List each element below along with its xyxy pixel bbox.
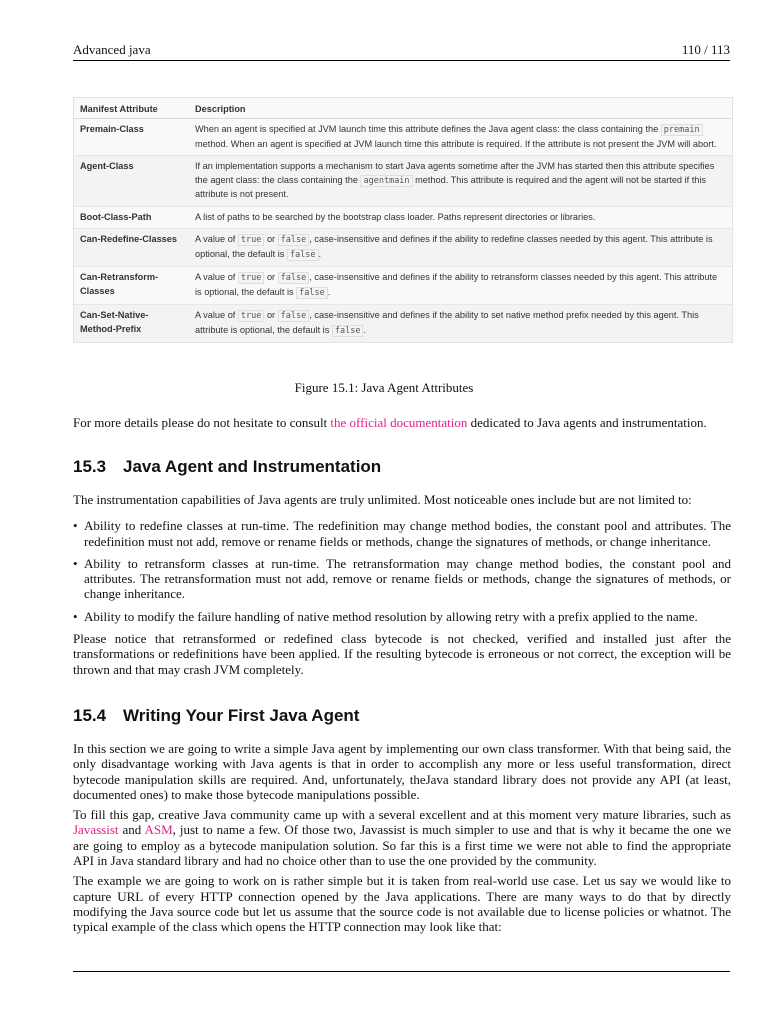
official-documentation-link[interactable]: the official documentation [330,415,468,430]
paragraph-text: To fill this gap, creative Java community came up with a several excellent and at this moment very mature libraries, such as [73,807,731,823]
section-title: Java Agent and Instrumentation [123,457,382,476]
description-text: A value of [195,310,238,320]
description-text: method. When an agent is specified at JVM launch time this attribute is required. If the attribute is not present the JVM will abort. [195,138,717,149]
table-row [74,206,732,229]
list-item: • Ability to redefine classes at run-time. The redefinition may change method bodies, the constant pool and attributes. The redefinition must not add, remove or rename fields or methods, change the signatures of methods, or change inheritance. [73,518,731,549]
asm-link[interactable]: ASM [144,822,173,838]
description-text: If an implementation supports a mechanism to start Java agents sometime after the JVM has started then this attribute specifies the agent class: the class containing the [195,161,715,185]
intro-text: For more details please do not hesitate to consult [73,415,331,430]
running-title: Advanced java [73,42,151,57]
description-text: . [318,248,322,259]
manifest-attributes-table [74,98,732,342]
inline-code: true [238,272,264,284]
description-text: method. This attribute is required and the agent will not be started if this attribute is not present. [195,174,707,199]
header-rule [73,60,730,61]
column-header: Manifest Attribute [74,98,189,119]
paragraph-text: and [118,822,145,838]
paragraph [73,807,731,868]
description-text: or [264,234,278,244]
description-text: , case-insensitive and defines if the ability to redefine classes needed by this agent. This attribute is optional, the default is [195,234,713,259]
paragraph: In this section we are going to write a simple Java agent by implementing our own class transformer. With that being said, the only disadvantage working with Java agents is that in order to accomplish any more or less useful transformation, direct bytecode manipulation skills are required. And, unfortunately, theJava standard library does not provide any API (at least, documented ones) to make those bytecode manipulations possible. [73,741,731,802]
capability-list [73,518,731,624]
section-title: Writing Your First Java Agent [123,706,360,725]
attribute-name: Can-Retransform-Classes [74,267,189,305]
attribute-description [189,305,732,343]
section-number: 15.4 [73,706,107,725]
section-heading [73,706,359,726]
table-body [74,119,732,343]
inline-code: false [278,234,310,246]
javassist-link[interactable]: Javassist [73,822,119,838]
description-text: A list of paths to be searched by the bootstrap class loader. Paths represent directories or libraries. [195,211,596,222]
table-row [74,267,732,305]
manifest-attributes-figure [73,97,733,343]
description-text: or [264,272,278,282]
page-header [73,42,730,60]
inline-code: false [287,249,319,261]
description-text: When an agent is specified at JVM launch time this attribute defines the Java agent class: the class containing the [195,124,661,134]
section-15-4-body [73,741,731,935]
list-item: • Ability to retransform classes at run-time. The retransformation may change method bodies, the constant pool and attributes. The retransformation must not add, remove or rename fields or methods, change the signatures of methods, or change inheritance. [73,556,731,602]
section-lead: The instrumentation capabilities of Java agents are truly unlimited. Most noticeable ones include but are not limited to: [73,492,692,507]
section-number: 15.3 [73,457,107,476]
table-row [74,229,732,267]
inline-code: agentmain [360,175,412,187]
attribute-description [189,206,732,229]
intro-paragraph [73,415,731,430]
table-header-row [74,98,732,119]
attribute-description [189,156,732,207]
table-row [74,119,732,156]
description-text: , case-insensitive and defines if the ability to retransform classes needed by this agent. This attribute is optional, the default is [195,272,718,297]
description-text: , case-insensitive and defines if the ability to set native method prefix needed by this agent. This attribute is optional, the default is [195,310,699,335]
table-row [74,305,732,343]
inline-code: true [238,234,264,246]
list-item: • Ability to modify the failure handling of native method resolution by allowing retry with a prefix applied to the name. [73,609,731,624]
paragraph-text: , just to name a few. Of those two, Javassist is much simpler to use and that is why it became the one we are going to employ as a bytecode manipulation solution. So far this is a first time we were not able to find the appropriate API in Java standard library and had no choice other than to use the one provided by the community. [73,822,731,869]
attribute-description [189,267,732,305]
description-text: A value of [195,272,238,282]
section-heading [73,457,381,477]
inline-code: premain [661,124,703,136]
inline-code: false [278,310,310,322]
section-15-3-body [73,492,731,677]
description-text: . [327,286,331,297]
attribute-description [189,229,732,267]
attribute-name: Boot-Class-Path [74,206,189,229]
intro-text: dedicated to Java agents and instrumentation. [467,415,707,430]
attribute-description [189,119,732,156]
table-row [74,156,732,207]
description-text: . [363,324,367,335]
figure-caption: Figure 15.1: Java Agent Attributes [294,380,474,395]
page-number: 110 / 113 [681,42,730,57]
footer-rule [73,971,730,972]
attribute-name: Can-Redefine-Classes [74,229,189,267]
inline-code: false [332,325,364,337]
paragraph: The example we are going to work on is rather simple but it is taken from real-world use case. Let us say we would like to capture URL of every HTTP connection opened by the Java applications. There are many ways to do that by directly modifying the Java source code but let us assume that the source code is not available due to license policies or whatnot. The typical example of the class which opens the HTTP connection may look like that: [73,873,731,935]
column-header: Description [189,98,732,119]
inline-code: true [238,310,264,322]
inline-code: false [278,272,310,284]
description-text: A value of [195,234,238,244]
attribute-name: Premain-Class [74,119,189,156]
attribute-name: Can-Set-Native-Method-Prefix [74,305,189,343]
inline-code: false [296,287,328,299]
description-text: or [264,310,278,320]
closing-paragraph: Please notice that retransformed or redefined class bytecode is not checked, verified and installed just after the transformations or redefinitions have been applied. If the resulting bytecode is erroneous or not correct, the exception will be thrown and that may crash JVM completely. [73,631,731,677]
attribute-name: Agent-Class [74,156,189,207]
